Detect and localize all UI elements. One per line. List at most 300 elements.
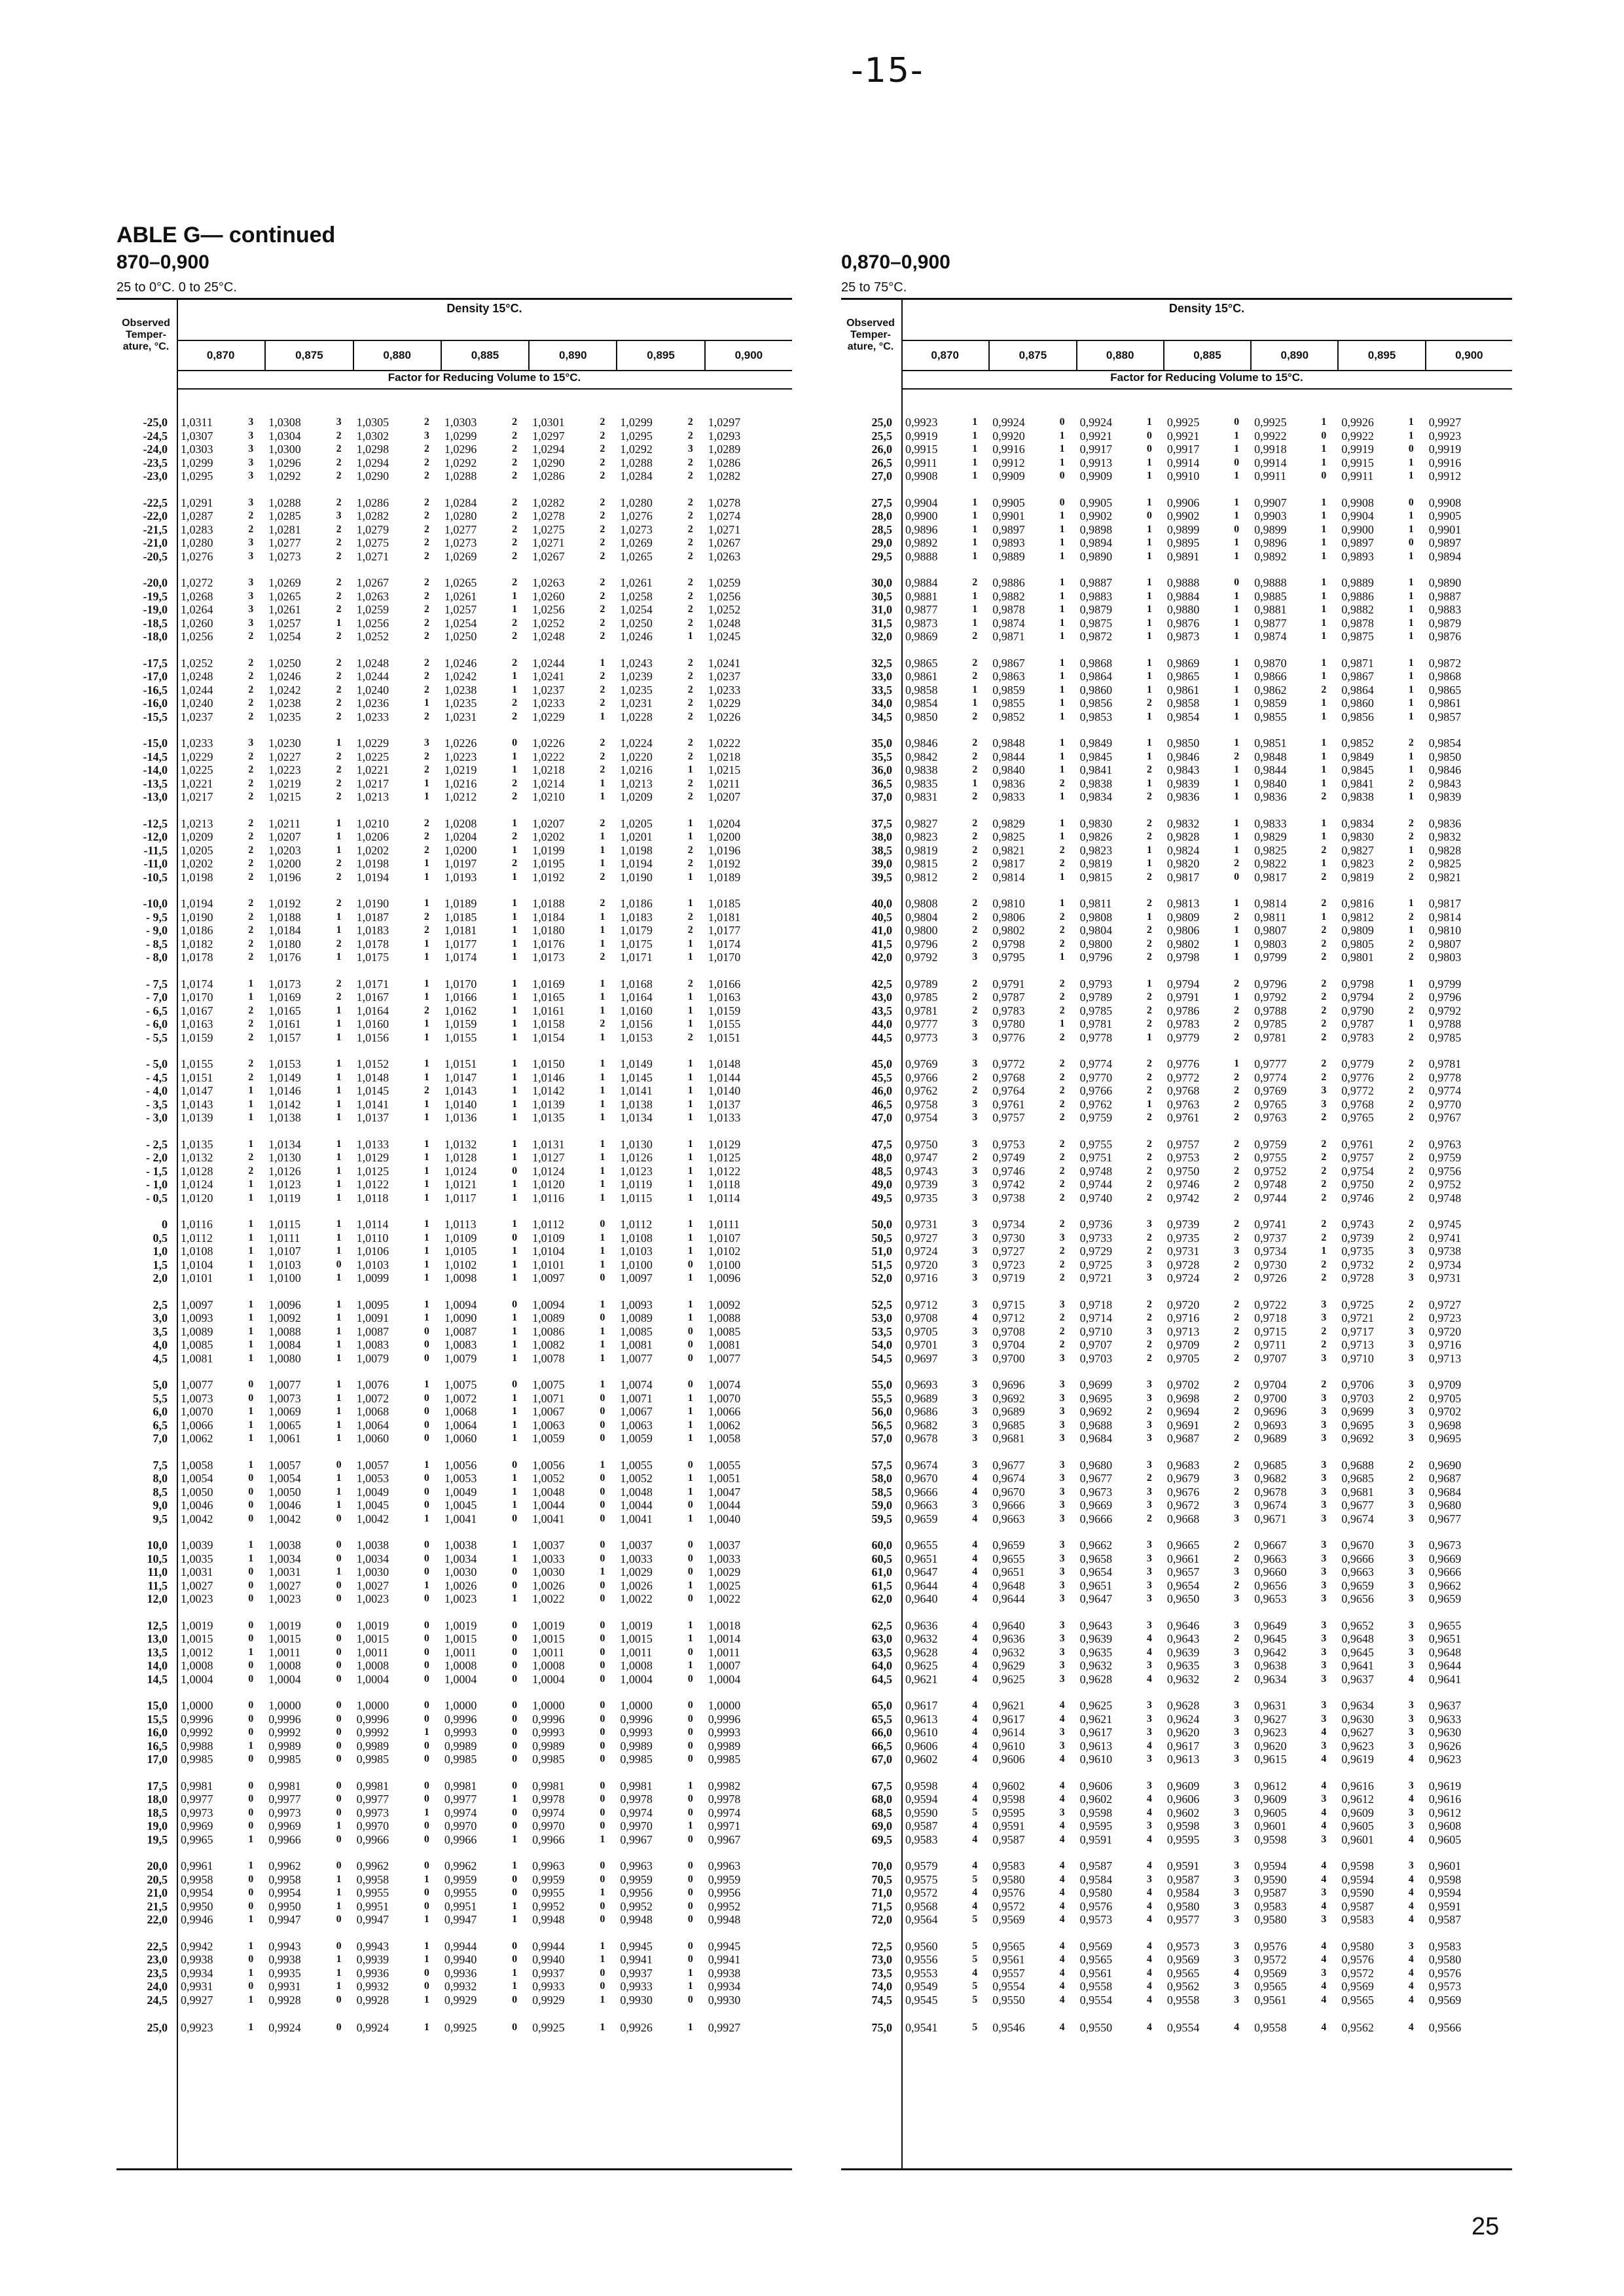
factor-value: 1,0164 <box>620 991 653 1004</box>
table-row <box>841 1231 1512 1245</box>
table-row <box>841 1004 1512 1017</box>
difference-value: 1 <box>600 1245 605 1256</box>
observed-temperature: -19,5 <box>143 589 168 603</box>
factor-value: 0,9813 <box>1166 897 1200 910</box>
difference-value: 0 <box>424 1860 429 1871</box>
difference-value: 1 <box>1146 750 1152 762</box>
difference-value: 4 <box>1321 1726 1327 1738</box>
factor-value: 0,9941 <box>708 1953 741 1966</box>
factor-value: 1,0047 <box>708 1485 741 1499</box>
difference-value: 5 <box>972 1940 978 1952</box>
factor-value: 0,9921 <box>1166 429 1200 443</box>
difference-value: 0 <box>248 1779 254 1791</box>
observed-temperature: 67,0 <box>871 1753 892 1766</box>
factor-value: 1,0143 <box>181 1097 213 1111</box>
factor-value: 0,9610 <box>1079 1753 1113 1766</box>
factor-value: 0,9993 <box>532 1726 565 1739</box>
difference-value: 1 <box>1059 510 1065 521</box>
factor-value: 0,9947 <box>444 1913 477 1926</box>
difference-value: 1 <box>512 1593 518 1604</box>
factor-value: 1,0288 <box>620 456 653 469</box>
factor-value: 0,9653 <box>1254 1592 1287 1605</box>
factor-value: 1,0159 <box>181 1030 213 1044</box>
difference-value: 1 <box>424 1192 429 1203</box>
difference-value: 2 <box>1146 1192 1152 1203</box>
table-row <box>841 1673 1512 1686</box>
factor-value: 0,9881 <box>1254 603 1287 616</box>
difference-value: 2 <box>1321 1018 1327 1029</box>
difference-value: 1 <box>972 523 978 535</box>
difference-value: 3 <box>1408 1485 1414 1497</box>
factor-value: 0,9738 <box>1428 1245 1462 1258</box>
factor-value: 0,9977 <box>444 1793 477 1806</box>
factor-value: 0,9620 <box>1254 1739 1287 1753</box>
factor-value: 0,9776 <box>992 1030 1025 1044</box>
difference-value: 1 <box>687 1633 693 1644</box>
difference-value: 2 <box>1059 1312 1065 1323</box>
difference-value: 1 <box>1321 858 1327 869</box>
factor-value: 0,9564 <box>905 1913 938 1926</box>
observed-temperature: 41,5 <box>871 937 892 951</box>
factor-value: 0,9819 <box>905 843 938 857</box>
factor-value: 0,9590 <box>1341 1886 1374 1899</box>
difference-value: 0 <box>336 1740 342 1751</box>
factor-value: 0,9741 <box>1428 1231 1462 1245</box>
observed-temperature: 8,0 <box>153 1472 168 1485</box>
factor-value: 0,9800 <box>905 924 938 937</box>
factor-value: 1,0207 <box>532 816 565 830</box>
difference-value: 4 <box>972 1740 978 1751</box>
difference-value: 2 <box>1234 1339 1240 1350</box>
factor-value: 1,0078 <box>532 1351 565 1365</box>
factor-value: 0,9554 <box>1166 2021 1200 2034</box>
difference-value: 2 <box>512 710 518 722</box>
difference-value: 4 <box>1059 1994 1065 2005</box>
difference-value: 0 <box>248 1472 254 1484</box>
factor-value: 1,0263 <box>356 589 389 603</box>
observed-temperature: 44,5 <box>871 1030 892 1044</box>
observed-temperature: - 4,0 <box>146 1084 168 1097</box>
table-row <box>117 496 792 509</box>
factor-value: 0,9674 <box>905 1458 938 1472</box>
difference-value: 1 <box>512 1352 518 1364</box>
factor-value: 0,9637 <box>1428 1699 1462 1712</box>
difference-value: 2 <box>600 630 605 642</box>
factor-value: 0,9612 <box>1254 1779 1287 1793</box>
difference-value: 0 <box>248 1673 254 1685</box>
observed-temperature: - 9,5 <box>146 910 168 924</box>
difference-value: 0 <box>424 1793 429 1804</box>
difference-value: 0 <box>600 1485 605 1497</box>
table-row <box>841 617 1512 630</box>
right-table-range: 25 to 75°C. <box>841 280 907 295</box>
observed-temperature: 7,0 <box>153 1432 168 1445</box>
difference-value: 0 <box>424 1552 429 1564</box>
observed-temperature: 65,5 <box>871 1712 892 1726</box>
difference-value: 0 <box>1059 470 1065 481</box>
factor-value: 0,9606 <box>905 1739 938 1753</box>
difference-value: 4 <box>1059 1887 1065 1898</box>
difference-value: 0 <box>248 1379 254 1390</box>
difference-value: 1 <box>512 1192 518 1203</box>
table-row <box>841 938 1512 951</box>
factor-value: 0,9745 <box>1428 1218 1462 1231</box>
difference-value: 1 <box>512 750 518 762</box>
difference-value: 3 <box>1059 1485 1065 1497</box>
difference-value: 2 <box>1321 844 1327 856</box>
factor-value: 1,0079 <box>356 1351 389 1365</box>
difference-value: 0 <box>600 1419 605 1430</box>
observed-temperature: 61,5 <box>871 1578 892 1592</box>
factor-value: 0,9836 <box>1254 790 1287 803</box>
factor-value: 0,9651 <box>905 1552 938 1565</box>
factor-value: 1,0296 <box>268 456 301 469</box>
factor-value: 1,0287 <box>181 509 213 522</box>
factor-value: 1,0242 <box>268 683 301 697</box>
difference-value: 2 <box>1146 938 1152 949</box>
difference-value: 2 <box>1059 1152 1065 1163</box>
factor-value: 0,9889 <box>992 549 1025 563</box>
factor-value: 1,0082 <box>532 1338 565 1351</box>
factor-value: 0,9945 <box>620 1939 653 1953</box>
table-row <box>117 938 792 951</box>
difference-value: 3 <box>248 496 254 508</box>
factor-value: 0,9713 <box>1166 1324 1200 1338</box>
table-row <box>841 1165 1512 1178</box>
difference-value: 3 <box>248 550 254 562</box>
factor-value: 1,0107 <box>708 1231 741 1245</box>
difference-value: 2 <box>600 456 605 468</box>
difference-value: 1 <box>336 1112 342 1123</box>
factor-value: 1,0227 <box>268 750 301 763</box>
difference-value: 1 <box>1408 924 1414 936</box>
factor-value: 0,9841 <box>1341 776 1374 790</box>
difference-value: 2 <box>1059 1085 1065 1096</box>
factor-value: 1,0285 <box>268 509 301 522</box>
difference-value: 2 <box>1234 1112 1240 1123</box>
difference-value: 3 <box>1234 1245 1240 1256</box>
difference-value: 1 <box>1408 456 1414 468</box>
difference-value: 1 <box>336 1192 342 1203</box>
difference-value: 0 <box>248 1499 254 1510</box>
factor-value: 1,0115 <box>268 1218 301 1231</box>
factor-value: 0,9982 <box>708 1779 741 1793</box>
table-row <box>117 1419 792 1432</box>
difference-value: 1 <box>600 1994 605 2005</box>
difference-value: 3 <box>1146 1726 1152 1738</box>
table-row <box>117 1165 792 1178</box>
observed-temperature: 39,0 <box>871 857 892 870</box>
factor-value: 0,9656 <box>1341 1592 1374 1605</box>
table-row <box>117 670 792 683</box>
difference-value: 1 <box>336 1485 342 1497</box>
difference-value: 3 <box>1321 1432 1327 1444</box>
factor-value: 0,9981 <box>356 1779 389 1793</box>
difference-value: 2 <box>1408 737 1414 748</box>
factor-value: 1,0121 <box>444 1178 477 1191</box>
table-row <box>117 1392 792 1405</box>
factor-value: 0,9669 <box>1079 1499 1113 1512</box>
table-row <box>117 1565 792 1578</box>
factor-value: 0,9781 <box>905 1004 938 1017</box>
table-row <box>117 1740 792 1753</box>
factor-value: 0,9971 <box>708 1819 741 1832</box>
table-row <box>841 683 1512 697</box>
difference-value: 2 <box>336 523 342 535</box>
difference-value: 1 <box>1146 844 1152 856</box>
difference-value: 0 <box>248 1954 254 1965</box>
difference-value: 3 <box>1321 1352 1327 1364</box>
difference-value: 4 <box>1146 1860 1152 1871</box>
difference-value: 2 <box>1059 977 1065 989</box>
difference-value: 3 <box>1321 1700 1327 1711</box>
difference-value: 2 <box>1321 938 1327 949</box>
factor-value: 0,9595 <box>992 1806 1025 1819</box>
factor-value: 1,0085 <box>620 1324 653 1338</box>
difference-value: 1 <box>1408 416 1414 428</box>
factor-value: 0,9963 <box>620 1859 653 1872</box>
difference-value: 3 <box>248 429 254 441</box>
difference-value: 2 <box>1408 858 1414 869</box>
difference-value: 1 <box>1059 710 1065 722</box>
factor-value: 0,9695 <box>1341 1418 1374 1432</box>
factor-value: 0,9660 <box>1254 1565 1287 1578</box>
table-row <box>841 1392 1512 1405</box>
factor-value: 1,0211 <box>268 816 301 830</box>
observed-temperature: 52,5 <box>871 1298 892 1311</box>
difference-value: 5 <box>972 1806 978 1818</box>
factor-value: 0,9796 <box>1254 977 1287 991</box>
factor-value: 0,9753 <box>1166 1151 1200 1164</box>
factor-value: 0,9757 <box>1166 1137 1200 1151</box>
difference-value: 0 <box>687 1713 693 1724</box>
difference-value: 1 <box>1234 844 1240 856</box>
difference-value: 1 <box>687 1472 693 1484</box>
difference-value: 2 <box>1234 1231 1240 1243</box>
difference-value: 4 <box>972 1833 978 1845</box>
difference-value: 2 <box>1321 791 1327 802</box>
difference-value: 1 <box>687 1980 693 1992</box>
table-row <box>841 1539 1512 1552</box>
factor-value: 0,9804 <box>1079 924 1113 937</box>
factor-value: 0,9899 <box>1166 522 1200 536</box>
factor-value: 0,9900 <box>1341 522 1374 536</box>
difference-value: 2 <box>600 523 605 535</box>
factor-value: 1,0271 <box>356 549 389 563</box>
factor-value: 1,0273 <box>620 522 653 536</box>
factor-value: 0,9764 <box>992 1084 1025 1097</box>
factor-value: 0,9648 <box>1341 1632 1374 1645</box>
factor-value: 1,0056 <box>532 1458 565 1472</box>
difference-value: 1 <box>600 1459 605 1470</box>
difference-value: 0 <box>424 1432 429 1444</box>
difference-value: 0 <box>512 1646 518 1658</box>
factor-value: 0,9761 <box>1341 1137 1374 1151</box>
difference-value: 1 <box>336 1272 342 1283</box>
factor-value: 1,0171 <box>620 951 653 964</box>
observed-temperature: 20,0 <box>147 1859 168 1872</box>
factor-value: 0,9634 <box>1254 1672 1287 1686</box>
factor-value: 1,0256 <box>708 589 741 603</box>
difference-value: 2 <box>336 537 342 548</box>
factor-value: 0,9938 <box>181 1953 213 1966</box>
factor-value: 1,0105 <box>444 1245 477 1258</box>
difference-value: 1 <box>1234 630 1240 642</box>
difference-value: 1 <box>424 1954 429 1965</box>
factor-value: 0,9937 <box>532 1966 565 1980</box>
factor-value: 1,0200 <box>444 843 477 857</box>
factor-value: 0,9823 <box>1079 843 1113 857</box>
factor-value: 0,9969 <box>181 1819 213 1832</box>
observed-temperature: - 2,0 <box>146 1151 168 1164</box>
difference-value: 1 <box>1059 764 1065 775</box>
difference-value: 0 <box>1321 470 1327 481</box>
observed-temperature: 12,5 <box>147 1618 168 1632</box>
factor-value: 0,9806 <box>992 910 1025 924</box>
factor-value: 0,9962 <box>356 1859 389 1872</box>
difference-value: 3 <box>248 416 254 428</box>
factor-value: 1,0054 <box>268 1472 301 1485</box>
difference-value: 3 <box>1321 1633 1327 1644</box>
difference-value: 3 <box>1408 1272 1414 1283</box>
factor-value: 1,0073 <box>268 1391 301 1405</box>
factor-value: 0,9594 <box>905 1793 938 1806</box>
difference-value: 0 <box>248 1900 254 1912</box>
difference-value: 2 <box>1146 1152 1152 1163</box>
factor-value: 1,0246 <box>620 630 653 643</box>
factor-value: 0,9766 <box>905 1070 938 1084</box>
observed-temperature: 32,5 <box>871 656 892 670</box>
factor-value: 1,0192 <box>532 870 565 884</box>
factor-value: 0,9742 <box>992 1178 1025 1191</box>
difference-value: 1 <box>1234 550 1240 562</box>
factor-value: 0,9985 <box>181 1753 213 1766</box>
factor-value: 1,0055 <box>708 1458 741 1472</box>
difference-value: 1 <box>600 831 605 842</box>
observed-temperature: -24,0 <box>143 443 168 456</box>
difference-value: 0 <box>600 1779 605 1791</box>
factor-value: 0,9870 <box>1254 656 1287 670</box>
difference-value: 2 <box>600 750 605 762</box>
difference-value: 1 <box>512 1860 518 1871</box>
difference-value: 4 <box>972 1900 978 1912</box>
difference-value: 2 <box>1059 924 1065 936</box>
factor-value: 1,0008 <box>444 1659 477 1672</box>
difference-value: 2 <box>687 537 693 548</box>
difference-value: 2 <box>687 590 693 602</box>
difference-value: 2 <box>248 683 254 695</box>
difference-value: 2 <box>1059 1071 1065 1083</box>
factor-value: 0,9747 <box>905 1151 938 1164</box>
factor-value: 0,9823 <box>1341 857 1374 870</box>
difference-value: 0 <box>687 1325 693 1337</box>
difference-value: 2 <box>1234 1218 1240 1230</box>
difference-value: 1 <box>687 1218 693 1230</box>
observed-temperature: 28,0 <box>871 509 892 522</box>
table-row <box>117 523 792 536</box>
factor-value: 1,0229 <box>356 737 389 750</box>
factor-value: 1,0132 <box>444 1137 477 1151</box>
factor-value: 0,9632 <box>905 1632 938 1645</box>
factor-value: 1,0250 <box>268 656 301 670</box>
difference-value: 0 <box>248 1579 254 1591</box>
difference-value: 2 <box>336 470 342 481</box>
factor-value: 1,0081 <box>708 1338 741 1351</box>
factor-value: 1,0015 <box>620 1632 653 1645</box>
difference-value: 2 <box>424 496 429 508</box>
factor-value: 0,9959 <box>532 1872 565 1886</box>
factor-value: 1,0190 <box>620 870 653 884</box>
factor-value: 1,0162 <box>444 1004 477 1017</box>
factor-value: 0,9941 <box>620 1953 653 1966</box>
factor-value: 1,0160 <box>620 1004 653 1017</box>
factor-value: 0,9665 <box>1166 1539 1200 1552</box>
factor-value: 1,0140 <box>444 1097 477 1111</box>
factor-value: 0,9714 <box>1079 1311 1113 1324</box>
factor-value: 1,0031 <box>181 1565 213 1578</box>
difference-value: 3 <box>972 1272 978 1283</box>
factor-value: 0,9955 <box>532 1886 565 1899</box>
factor-value: 0,9973 <box>268 1806 301 1819</box>
difference-value: 2 <box>1059 1245 1065 1256</box>
factor-value: 0,9700 <box>1254 1391 1287 1405</box>
difference-value: 2 <box>336 898 342 909</box>
difference-value: 0 <box>336 1700 342 1711</box>
difference-value: 1 <box>600 1058 605 1069</box>
difference-value: 0 <box>600 1646 605 1658</box>
factor-value: 0,9616 <box>1341 1779 1374 1793</box>
difference-value: 1 <box>972 537 978 548</box>
observed-temperature: 54,5 <box>871 1351 892 1365</box>
factor-value: 0,9781 <box>1079 1017 1113 1030</box>
factor-value: 0,9601 <box>1341 1832 1374 1846</box>
difference-value: 2 <box>248 911 254 922</box>
observed-temperature: - 7,5 <box>146 977 168 991</box>
difference-value: 2 <box>336 938 342 949</box>
factor-value: 0,9815 <box>1079 870 1113 884</box>
factor-value: 1,0004 <box>620 1672 653 1686</box>
observed-temperature: - 6,5 <box>146 1004 168 1017</box>
factor-value: 1,0124 <box>532 1164 565 1178</box>
factor-value: 0,9709 <box>1428 1378 1462 1391</box>
table-row <box>841 871 1512 884</box>
difference-value: 1 <box>1234 817 1240 829</box>
factor-value: 1,0139 <box>532 1097 565 1111</box>
factor-value: 1,0130 <box>620 1137 653 1151</box>
factor-value: 0,9871 <box>992 630 1025 643</box>
factor-value: 0,9557 <box>992 1966 1025 1980</box>
factor-value: 1,0092 <box>268 1311 301 1324</box>
difference-value: 4 <box>1408 1753 1414 1764</box>
factor-value: 1,0279 <box>356 522 389 536</box>
factor-value: 0,9943 <box>356 1939 389 1953</box>
difference-value: 2 <box>424 844 429 856</box>
table-row <box>117 1953 792 1966</box>
factor-value: 1,0281 <box>268 522 301 536</box>
factor-value: 0,9923 <box>181 2021 213 2034</box>
factor-value: 1,0265 <box>444 576 477 589</box>
factor-value: 0,9730 <box>1254 1258 1287 1271</box>
factor-value: 0,9796 <box>905 937 938 951</box>
difference-value: 0 <box>424 1352 429 1364</box>
factor-value: 0,9871 <box>1341 656 1374 670</box>
table-row <box>117 603 792 616</box>
factor-value: 0,9985 <box>356 1753 389 1766</box>
factor-value: 0,9662 <box>1079 1539 1113 1552</box>
factor-value: 1,0052 <box>620 1472 653 1485</box>
factor-value: 1,0046 <box>268 1499 301 1512</box>
table-row <box>117 443 792 456</box>
